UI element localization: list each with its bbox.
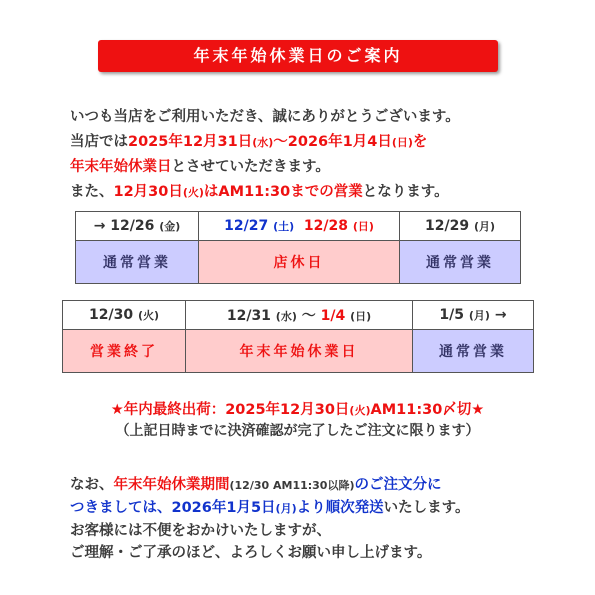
weekday-label: (日)	[352, 220, 374, 233]
range-separator: ～	[301, 308, 316, 324]
date-header	[63, 301, 186, 330]
notice-text: AM11:30〆切★	[370, 402, 485, 418]
weekday-label: (日)	[391, 136, 413, 149]
intro-text: とさせていただきます。	[171, 159, 330, 175]
shipping-resume-text: より順次発送	[296, 500, 384, 516]
intro-text: となります。	[362, 184, 449, 200]
date-header	[413, 301, 534, 330]
closure-end-date: ～2026年1月4日	[273, 134, 392, 150]
status-normal: 通常営業	[413, 330, 534, 373]
shipping-resume-date: つきましては、2026年1月5日	[70, 500, 276, 516]
date-header	[199, 212, 400, 241]
schedule-table-1	[75, 211, 521, 284]
weekday-label: (火)	[137, 309, 159, 322]
date-header	[76, 212, 199, 241]
date-text: 1/5	[439, 307, 465, 323]
last-business-hours: はAM11:30までの営業	[203, 184, 363, 200]
outro-line-4: ご理解・ご了承のほど、よろしくお願い申し上げます。	[70, 545, 432, 561]
notice-text: ★年内最終出荷：2025年12月30日	[110, 402, 350, 418]
date-text: 12/27	[224, 218, 269, 234]
intro-text: 当店では	[70, 134, 128, 150]
weekday-label: (火)	[349, 404, 371, 417]
weekday-label: (水)	[275, 310, 297, 323]
period-note: (12/30 AM11:30以降)	[229, 479, 355, 492]
outro-text: なお、	[70, 477, 114, 493]
weekday-label: (月)	[468, 309, 490, 322]
outro-line-2	[70, 497, 580, 520]
page-title-banner: 年末年始休業日のご案内	[98, 40, 498, 72]
holiday-period: 年末年始休業期間	[113, 477, 230, 493]
outro-line-1	[70, 474, 580, 497]
status-normal: 通常営業	[76, 241, 199, 284]
intro-line-4	[70, 180, 580, 205]
status-closing: 営業終了	[63, 330, 186, 373]
intro-line-1: いつも当店をご利用いただき、誠にありがとうございます。	[70, 109, 460, 125]
notice-condition: （上記日時までに決済確認が完了したご注文に限ります）	[115, 423, 480, 439]
date-text: → 12/26	[93, 218, 155, 234]
date-text: 1/4	[320, 308, 346, 324]
arrow-icon: →	[494, 307, 507, 323]
intro-text: を	[412, 134, 428, 150]
status-normal: 通常営業	[400, 241, 521, 284]
intro-paragraph	[70, 105, 580, 205]
weekday-label: (日)	[350, 310, 372, 323]
weekday-label: (火)	[182, 186, 204, 199]
date-text: 12/29	[424, 218, 470, 234]
intro-line-3	[70, 155, 580, 180]
status-holiday: 年末年始休業日	[186, 330, 413, 373]
last-shipment-notice	[0, 398, 595, 419]
schedule-table-2	[62, 300, 534, 373]
weekday-label: (土)	[273, 220, 295, 233]
weekday-label: (月)	[275, 502, 297, 515]
weekday-label: (水)	[252, 136, 274, 149]
closure-start-date: 2025年12月31日	[128, 134, 253, 150]
weekday-label: (月)	[473, 220, 495, 233]
date-text: 12/30	[88, 307, 134, 323]
last-business-date: 12月30日	[113, 184, 183, 200]
date-text: 12/31	[226, 308, 271, 324]
weekday-label: (金)	[159, 220, 181, 233]
date-text: 12/28	[303, 218, 348, 234]
outro-text: いたします。	[383, 500, 470, 516]
intro-line-2	[70, 130, 580, 155]
status-closed: 店休日	[199, 241, 400, 284]
date-header	[186, 301, 413, 330]
intro-text: また、	[70, 184, 114, 200]
outro-paragraph	[70, 474, 580, 564]
outro-text: のご注文分に	[354, 477, 442, 493]
holiday-label: 年末年始休業日	[70, 159, 172, 175]
date-header	[400, 212, 521, 241]
outro-line-3: お客様には不便をおかけいたしますが、	[70, 523, 331, 539]
